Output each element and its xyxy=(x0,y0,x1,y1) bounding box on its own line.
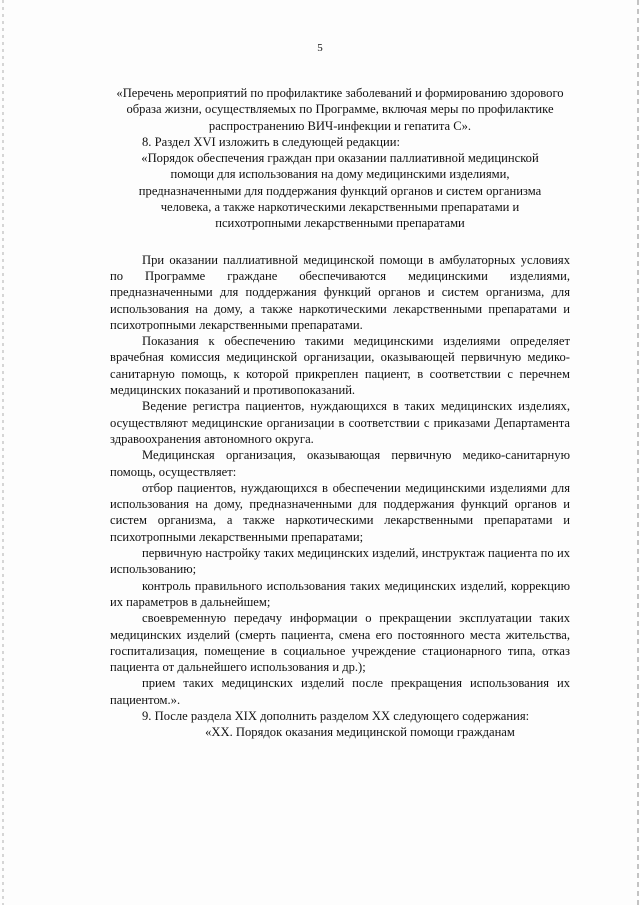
list-item: прием таких медицинских изделий после прекращения использования их пациентом.». xyxy=(110,676,570,707)
list-item: первичную настройку таких медицинских изделий, инструктаж пациента по их использованию; xyxy=(110,546,570,577)
body-paragraph: Ведение регистра пациентов, нуждающихся в таких медицинских изделиях, осуществляют медицинские организации в соответствии с приказами Департамента здравоохранения автономного округа. xyxy=(110,399,570,446)
document-body xyxy=(110,85,570,741)
amendment-item-9: 9. После раздела XIX дополнить разделом XX следующего содержания: xyxy=(142,708,530,723)
body-paragraph: При оказании паллиативной медицинской помощи в амбулаторных условиях по Программе граждане обеспечиваются медицинскими изделиями, предназначенными для поддержания функций органов и систем организма, для использования на дому, а также наркотическими лекарственными препаратами и психотропными лекарственными препаратами. xyxy=(110,252,570,332)
list-item: отбор пациентов, нуждающихся в обеспечении медицинскими изделиями для использования на дому, предназначенными для поддержания функций органов и систем организма, а также наркотическими лекарственными препаратами и психотропными лекарственными препаратами; xyxy=(110,480,570,544)
scan-edge-left xyxy=(2,0,4,905)
page-number: 5 xyxy=(317,42,323,54)
quoted-heading: «Перечень мероприятий по профилактике заболеваний и формированию здорового образа жизни, осуществляемых по Программе, включая меры по профилактике распространению ВИЧ-инфекции и гепатита С». xyxy=(116,86,564,133)
section-title: «Порядок обеспечения граждан при оказании паллиативной медицинской помощи для использования на дому медицинскими изделиями, предназначенными для поддержания функций органов и систем организма человека, а также наркотическими лекарственными препаратами и психотропными лекарственными препаратами xyxy=(138,151,542,231)
body-paragraph: Показания к обеспечению такими медицинскими изделиями определяет врачебная комиссия медицинской организации, оказывающей первичную медико-санитарную помощь, к которой прикреплен пациент, в соответствии с перечнем медицинских показаний и противопоказаний. xyxy=(110,334,570,398)
next-section-heading: «XX. Порядок оказания медицинской помощи гражданам xyxy=(205,725,515,740)
body-paragraph: Медицинская организация, оказывающая первичную медико-санитарную помощь, осуществляет: xyxy=(110,448,570,479)
scan-edge-right xyxy=(637,0,639,905)
amendment-item-8: 8. Раздел XVI изложить в следующей редакции: xyxy=(142,134,400,149)
list-item: контроль правильного использования таких медицинских изделий, коррекцию их параметров в дальнейшем; xyxy=(110,578,570,609)
list-item: своевременную передачу информации о прекращении эксплуатации таких медицинских изделий (смерть пациента, смена его постоянного места жительства, госпитализация, помещение в социальное учреждение стационарного типа, отказ пациента от дальнейшего использования и др.); xyxy=(110,611,570,675)
